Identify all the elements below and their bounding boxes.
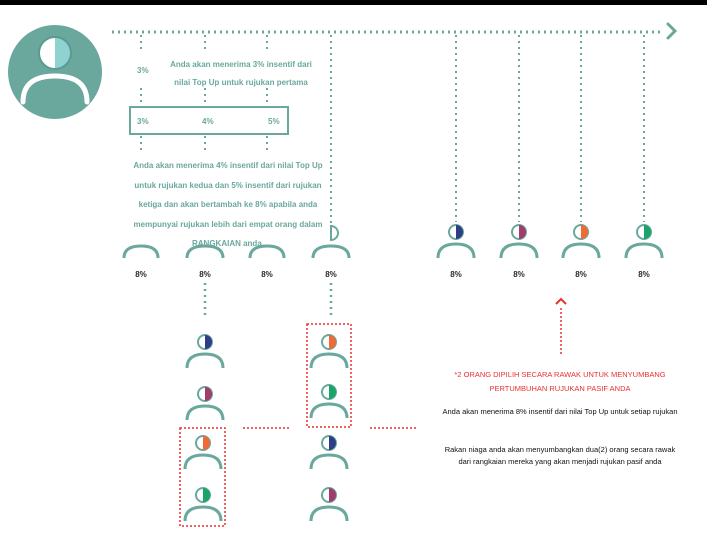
tier-avatar-purple bbox=[501, 225, 537, 258]
note-line-1: Anda akan menerima 8% insentif dari nilai Top Up untuk setiap rujukan bbox=[442, 407, 678, 416]
tiered-referral-description: Anda akan menerima 4% insentif dari nilai Top Up untuk rujukan kedua dan 5% insentif dari rujukan ketiga dan akan bertambah ke 8% apabila anda mempunyai rujukan lebih dari empat orang dalam RANGKAIAN anda. bbox=[133, 161, 323, 248]
first-referral-description: Anda akan menerima 3% insentif dari nilai Top Up untuk rujukan pertama bbox=[170, 60, 312, 87]
tier-avatar-orange bbox=[563, 225, 599, 258]
col2-avatar-green bbox=[311, 385, 347, 418]
lower-connectors bbox=[205, 283, 331, 315]
single-rate: 3% bbox=[137, 66, 149, 75]
tier-rate: 8% bbox=[575, 270, 587, 279]
col2-avatar-orange bbox=[311, 335, 347, 368]
tier-rate: 8% bbox=[325, 270, 337, 279]
col1-avatar-purple bbox=[187, 387, 223, 420]
boxed-rate-2: 4% bbox=[202, 117, 214, 126]
tier-rate: 8% bbox=[199, 270, 211, 279]
caret-up-icon bbox=[556, 299, 566, 304]
tier-rate: 8% bbox=[135, 270, 147, 279]
tier-avatar-green bbox=[626, 225, 662, 258]
tier-rate: 8% bbox=[638, 270, 650, 279]
tier-rate: 8% bbox=[261, 270, 273, 279]
boxed-rate-1: 3% bbox=[137, 117, 149, 126]
chevron-right-icon bbox=[668, 24, 675, 38]
col2-avatar-purple bbox=[311, 488, 347, 521]
boxed-rate-3: 5% bbox=[268, 117, 280, 126]
col1-avatar-navy bbox=[187, 335, 223, 368]
partial-avatar-head bbox=[331, 226, 338, 240]
note-line-2: Rakan niaga anda akan menyumbangkan dua(2) orang secara rawak dari rangkaian mereka yang akan menjadi rujukan pasif anda bbox=[444, 445, 676, 466]
col1-avatar-green bbox=[185, 488, 221, 521]
random-selection-note-title: *2 ORANG DIPILIH SECARA RAWAK UNTUK MENYUMBANG PERTUMBUHAN RUJUKAN PASIF ANDA bbox=[454, 370, 666, 393]
col2-avatar-navy bbox=[311, 436, 347, 469]
user-avatar-icon bbox=[8, 25, 102, 119]
tier-avatar-navy bbox=[438, 225, 474, 258]
tier-rate: 8% bbox=[450, 270, 462, 279]
tier-rate: 8% bbox=[513, 270, 525, 279]
col1-avatar-orange bbox=[185, 436, 221, 469]
